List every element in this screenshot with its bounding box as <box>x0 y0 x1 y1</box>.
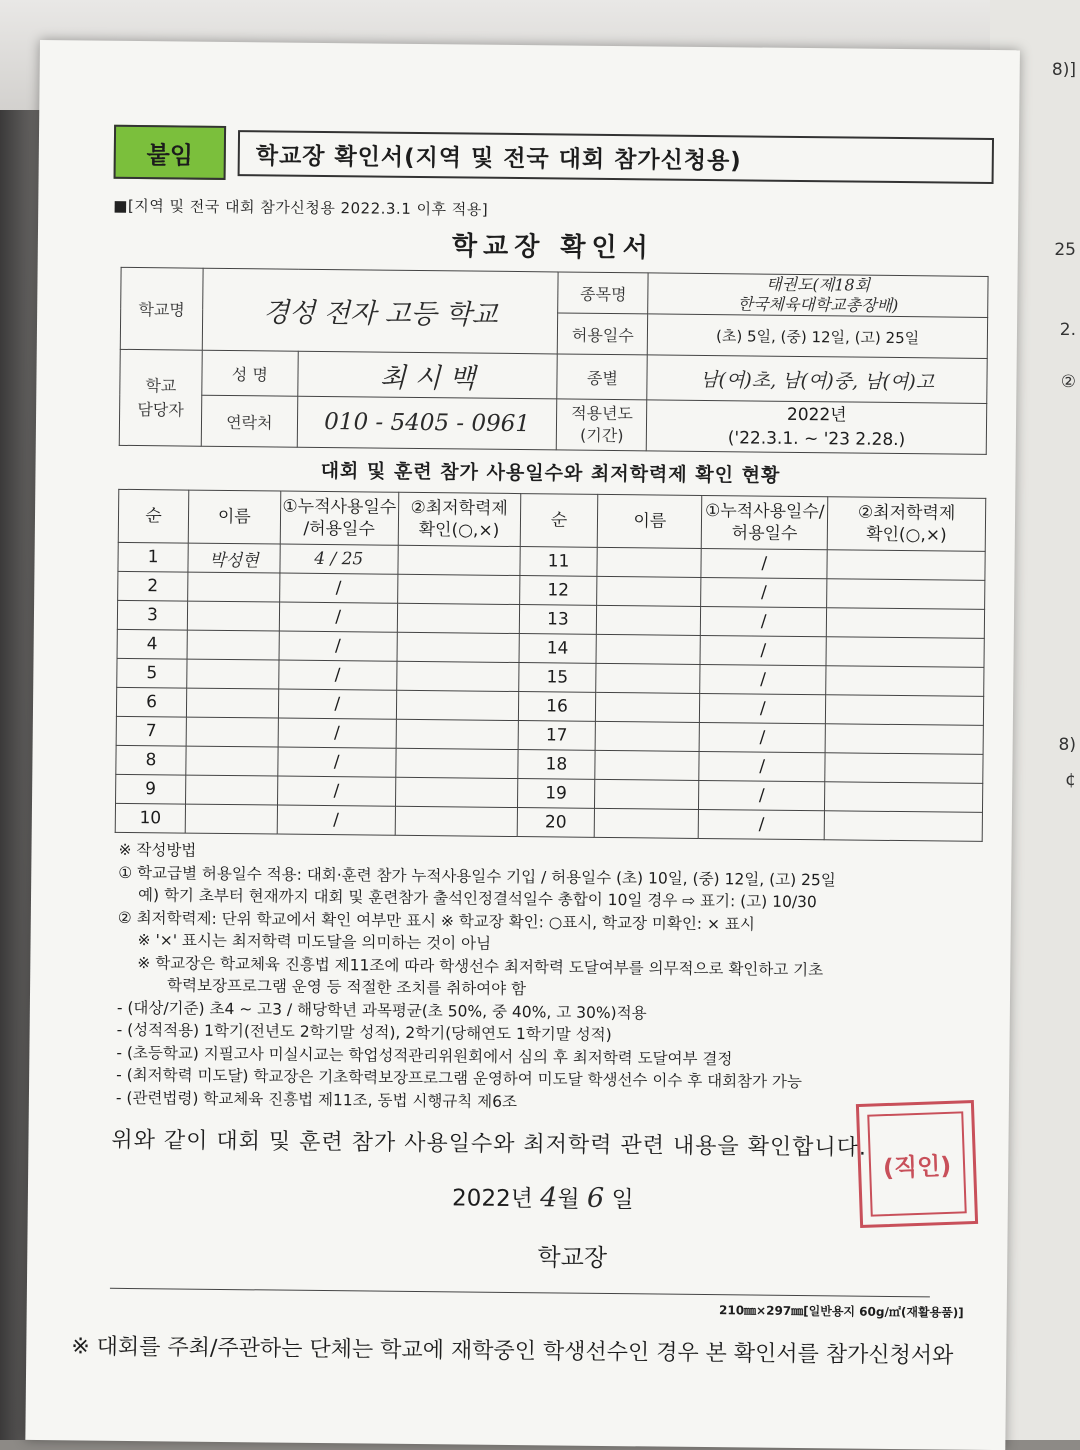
row-days: 4 / 25 <box>280 544 398 574</box>
row-days: / <box>279 602 397 632</box>
attachment-badge: 붙임 <box>114 125 227 180</box>
row-min <box>395 777 517 807</box>
col-name-right: 이름 <box>598 494 702 548</box>
row-no: 3 <box>117 600 187 630</box>
row-min-right <box>825 782 983 813</box>
row-days-right: / <box>700 664 826 694</box>
note-line: ※ 학교장은 학교체육 진흥법 제11조에 따라 학생선수 최저학력 도달여부를 의무적으로 확인하고 기초 <box>137 953 824 979</box>
side-text: ¢ <box>1065 770 1076 790</box>
note-line: - (대상/기준) 초4 ~ 고3 / 해당학년 과목평균(초 50%, 중 40%, 고 30%)적용 <box>116 998 647 1022</box>
row-days: / <box>278 689 396 719</box>
side-text: 25 <box>1054 240 1076 260</box>
col-min-line1: ②최저학력제 <box>410 497 508 519</box>
col-days-right-line2: 허용일수 <box>731 523 798 544</box>
side-text: 2. <box>1059 320 1076 340</box>
row-min <box>397 574 519 604</box>
main-title: 학교장 확인서 <box>451 231 654 264</box>
row-days: / <box>277 776 395 806</box>
row-min-right <box>825 724 983 755</box>
note-line: ※ '×' 표시는 최저학력 미도달을 의미하는 것이 아님 <box>137 931 492 953</box>
row-no: 7 <box>116 716 186 746</box>
row-name <box>187 601 279 631</box>
row-no-right: 18 <box>517 750 595 780</box>
year-label <box>557 399 647 451</box>
row-name: 박성현 <box>188 543 280 573</box>
row-min-right <box>827 550 985 581</box>
row-days-right: / <box>699 751 825 781</box>
event-label: 종목명 <box>558 272 648 314</box>
note-line: ② 최저학력제: 단위 학교에서 확인 여부만 표시 ※ 학교장 확인: ○표시, 학교장 미확인: × 표시 <box>117 908 755 934</box>
row-name-right <box>597 576 701 606</box>
rule-note: ■[지역 및 전국 대회 참가신청용 2022.3.1 이후 적용] <box>113 196 489 219</box>
info-table <box>119 267 989 455</box>
row-no: 8 <box>116 745 186 775</box>
row-no: 2 <box>118 571 188 601</box>
side-text: 8)] <box>1051 60 1076 80</box>
note-line: - (최저학력 미도달) 학교장은 기초학력보장프로그램 운영하여 미도달 학생선수 이수 후 대회참가 가능 <box>116 1065 803 1092</box>
row-days-right: / <box>699 722 825 752</box>
gender-label: 종별 <box>557 354 647 400</box>
allowed-days-label: 허용일수 <box>558 313 648 355</box>
row-name-right <box>596 663 700 693</box>
date-month-number: 4 <box>540 1182 558 1214</box>
official-seal-stamp <box>856 1100 978 1228</box>
row-name <box>185 775 277 805</box>
writing-instructions <box>116 839 987 1118</box>
paper-size-note: 210㎜×297㎜[일반용지 60g/㎡(재활용품)] <box>718 1303 964 1320</box>
row-min <box>395 748 517 778</box>
row-name-right <box>596 692 700 722</box>
col-min-right-line2: 확인(○,×) <box>866 524 947 546</box>
year-value-line1: 2022년 <box>786 404 847 426</box>
note-line: ※ 작성방법 <box>118 840 197 860</box>
year-label-line1: 적용년도 <box>571 403 634 424</box>
date-month: 월 <box>557 1186 580 1213</box>
document-paper <box>25 40 1020 1450</box>
row-no: 5 <box>117 658 187 688</box>
row-no-right: 15 <box>518 663 596 693</box>
date-day-number: 6 <box>586 1182 605 1214</box>
row-no-right: 16 <box>518 692 596 722</box>
year-value-line2: ('22.3.1. ~ '23 2.28.) <box>727 428 906 451</box>
participation-table <box>115 489 987 842</box>
document-header <box>114 123 995 190</box>
table-header-row <box>118 489 986 551</box>
signature-date <box>103 1176 983 1218</box>
note-line: 학력보장프로그램 운영 등 적절한 조치를 취하여야 함 <box>167 976 527 999</box>
col-days-right-line1: ①누적사용일수/ <box>704 500 825 523</box>
row-name <box>185 804 277 834</box>
row-name <box>186 746 278 776</box>
col-min-right-line1: ②최저학력제 <box>857 502 956 524</box>
col-min-line2: 확인(○,×) <box>418 519 500 541</box>
row-min <box>397 603 519 633</box>
row-no-right: 14 <box>519 634 597 664</box>
col-min <box>398 492 520 546</box>
footer-note: ※ 대회를 주최/주관하는 단체는 학교에 재학중인 학생선수인 경우 본 확인서를 참가신청서와 <box>71 1334 954 1369</box>
gender-value: 남(여)초, 남(여)중, 남(여)고 <box>647 355 987 404</box>
row-days-right: / <box>700 635 826 665</box>
row-days-right: / <box>698 809 824 839</box>
row-min <box>396 661 518 691</box>
date-year: 2022년 <box>451 1185 534 1213</box>
year-value <box>647 400 987 455</box>
row-no-right: 13 <box>519 605 597 635</box>
row-no-right: 17 <box>518 721 596 751</box>
row-days-right: / <box>701 606 827 636</box>
row-no: 10 <box>115 803 185 833</box>
row-days-right: / <box>701 548 827 578</box>
row-no: 6 <box>116 687 186 717</box>
row-days-right: / <box>701 577 827 607</box>
name-label: 성 명 <box>202 350 298 396</box>
row-no: 4 <box>117 629 187 659</box>
row-name <box>187 659 279 689</box>
row-no-right: 20 <box>517 808 595 838</box>
row-days: / <box>278 747 396 777</box>
note-line: ① 학교급별 허용일수 적용: 대회·훈련 참가 누적사용일수 기입 / 허용일수 (초) 10일, (중) 12일, (고) 25일 <box>118 863 836 889</box>
row-min-right <box>825 695 983 726</box>
row-min <box>398 545 520 575</box>
contact-label: 연락처 <box>201 395 297 447</box>
row-days-right: / <box>700 693 826 723</box>
row-min-right <box>825 753 983 784</box>
note-line: - (성적적용) 1학기(전년도 2학기말 성적), 2학기(당해연도 1학기말 성적) <box>116 1020 612 1045</box>
section-title: 대회 및 훈련 참가 사용일수와 최저학력제 확인 현황 <box>320 459 781 487</box>
row-name <box>187 630 279 660</box>
row-name-right <box>595 808 699 838</box>
row-min-right <box>826 666 984 697</box>
row-name-right <box>596 721 700 751</box>
row-min <box>396 719 518 749</box>
date-day: 일 <box>611 1187 634 1214</box>
row-name-right <box>597 605 701 635</box>
row-min <box>395 806 517 836</box>
note-line: - (관련법령) 학교체육 진흥법 제11조, 동법 시행규칙 제6조 <box>115 1088 518 1111</box>
seal-text: (직인) <box>867 1111 967 1216</box>
row-no: 9 <box>116 774 186 804</box>
event-value-line2: 한국체육대학교총장배) <box>737 294 899 316</box>
row-days: / <box>277 805 395 835</box>
row-no: 1 <box>118 542 188 572</box>
row-days: / <box>278 718 396 748</box>
allowed-days-value: (초) 5일, (중) 12일, (고) 25일 <box>648 314 988 359</box>
form-title: 학교장 확인서(지역 및 전국 대회 참가신청용) <box>238 130 994 184</box>
side-text: ② <box>1060 372 1076 392</box>
row-no-right: 12 <box>519 576 597 606</box>
row-days: / <box>279 573 397 603</box>
col-min-right <box>827 497 985 552</box>
principal-label: 학교장 <box>537 1243 608 1273</box>
col-name: 이름 <box>188 490 280 544</box>
event-value-line1: 태권도(제18회 <box>766 274 871 295</box>
manager-label: 학교 담당자 <box>119 349 202 446</box>
row-min <box>397 632 519 662</box>
side-text: 8) <box>1058 735 1076 755</box>
row-min-right <box>826 608 984 639</box>
row-name <box>186 688 278 718</box>
row-min-right <box>824 811 982 842</box>
row-days-right: / <box>699 780 825 810</box>
year-label-line2: (기간) <box>579 425 624 446</box>
row-no-right: 11 <box>519 547 597 577</box>
school-label: 학교명 <box>120 267 203 350</box>
col-days-right <box>701 495 827 549</box>
school-name-value: 경성 전자 고등 학교 <box>202 268 558 354</box>
row-days: / <box>279 660 397 690</box>
row-name-right <box>596 634 700 664</box>
col-no: 순 <box>118 489 188 543</box>
row-name <box>188 572 280 602</box>
row-name-right <box>595 750 699 780</box>
col-days-line1: ①누적사용일수 <box>282 496 397 518</box>
note-line: - (초등학교) 지필고사 미실시교는 학업성적관리위원회에서 심의 후 최저학력 도달여부 결정 <box>116 1043 733 1068</box>
row-no-right: 19 <box>517 779 595 809</box>
contact-value: 010 - 5405 - 0961 <box>297 396 557 450</box>
manager-name-value: 최 시 백 <box>298 351 558 399</box>
event-value <box>648 273 988 318</box>
col-no-right: 순 <box>520 494 598 548</box>
col-days-line2: /허용일수 <box>303 518 375 540</box>
row-min-right <box>827 579 985 610</box>
row-min-right <box>826 637 984 668</box>
row-name <box>186 717 278 747</box>
col-days <box>280 491 398 545</box>
confirmation-statement: 위와 같이 대회 및 훈련 참가 사용일수와 최저학력 관련 내용을 확인합니다. <box>111 1127 868 1161</box>
row-name-right <box>597 547 701 577</box>
note-line: 예) 학기 초부터 현재까지 대회 및 훈련참가 출석인정결석일수 총합이 10일 경우 ⇨ 표기: (고) 10/30 <box>137 886 817 912</box>
row-min <box>396 690 518 720</box>
row-days: / <box>279 631 397 661</box>
row-name-right <box>595 779 699 809</box>
